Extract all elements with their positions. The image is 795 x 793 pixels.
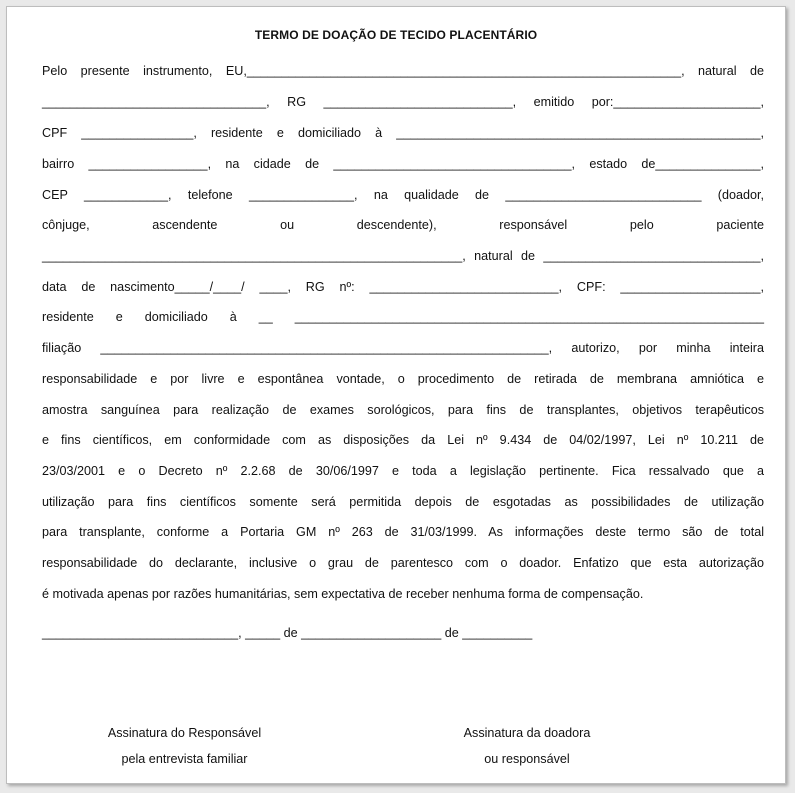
signature-left-line1: Assinatura do Responsável [107,726,262,740]
body-line-1: responsabilidade e por livre e espontânea vontade, o procedimento de retirada de membrana amniótica e [42,372,764,386]
body-line-5: utilização para fins científicos somente será permitida depois de esgotadas as possibilidades de utilização [42,495,764,509]
form-line-9: residente e domiciliado à __ ___________________________________________________________________ [42,310,764,324]
signature-right-line1: Assinatura da doadora [463,726,591,740]
form-line-8: data de nascimento_____/____/ ____, RG nº: ___________________________, CPF: ____________________, [42,280,764,294]
form-line-3: CPF ________________, residente e domiciliado à ____________________________________________________, [42,126,764,140]
form-line-6 [42,217,764,233]
date-line: ____________________________, _____ de ____________________ de __________ [42,626,533,640]
body-line-8: é motivada apenas por razões humanitárias, sem expectativa de receber nenhuma forma de compensação. [42,587,644,601]
form-line-4: bairro _________________, na cidade de __________________________________, estado de_______________, [42,157,764,171]
document-title: TERMO DE DOAÇÃO DE TECIDO PLACENTÁRIO [254,28,538,42]
form-line-5: CEP ____________, telefone _______________, na qualidade de ____________________________ (doador, [42,188,764,202]
form-line-10: filiação ________________________________________________________________, autorizo, por minha inteira [42,341,764,355]
body-line-3: e fins científicos, em conformidade com as disposições da Lei nº 9.434 de 04/02/1997, Lei nº 10.211 de [42,433,764,447]
signature-left-line2: pela entrevista familiar [121,752,248,766]
form-line-7: ____________________________________________________________, natural de _______________________________, [42,249,764,263]
form-line-6-text: cônjuge, ascendente ou descendente), responsável pelo paciente [42,218,764,232]
signature-right-line2: ou responsável [484,752,570,766]
body-line-6: para transplante, conforme a Portaria GM nº 263 de 31/03/1999. As informações deste termo são de total [42,525,764,539]
document-page [6,6,786,784]
body-line-7: responsabilidade do declarante, inclusive o grau de parentesco com o doador. Enfatizo que esta autorização [42,556,764,570]
form-line-2: ________________________________, RG ___________________________, emitido por:_____________________, [42,95,764,109]
body-line-2: amostra sanguínea para realização de exames sorológicos, para fins de transplantes, objetivos terapêuticos [42,403,764,417]
body-line-4: 23/03/2001 e o Decreto nº 2.2.68 de 30/06/1997 e toda a legislação pertinente. Fica ressalvado que a [42,464,764,478]
form-line-1: Pelo presente instrumento, EU,______________________________________________________________, natural de [42,64,764,78]
